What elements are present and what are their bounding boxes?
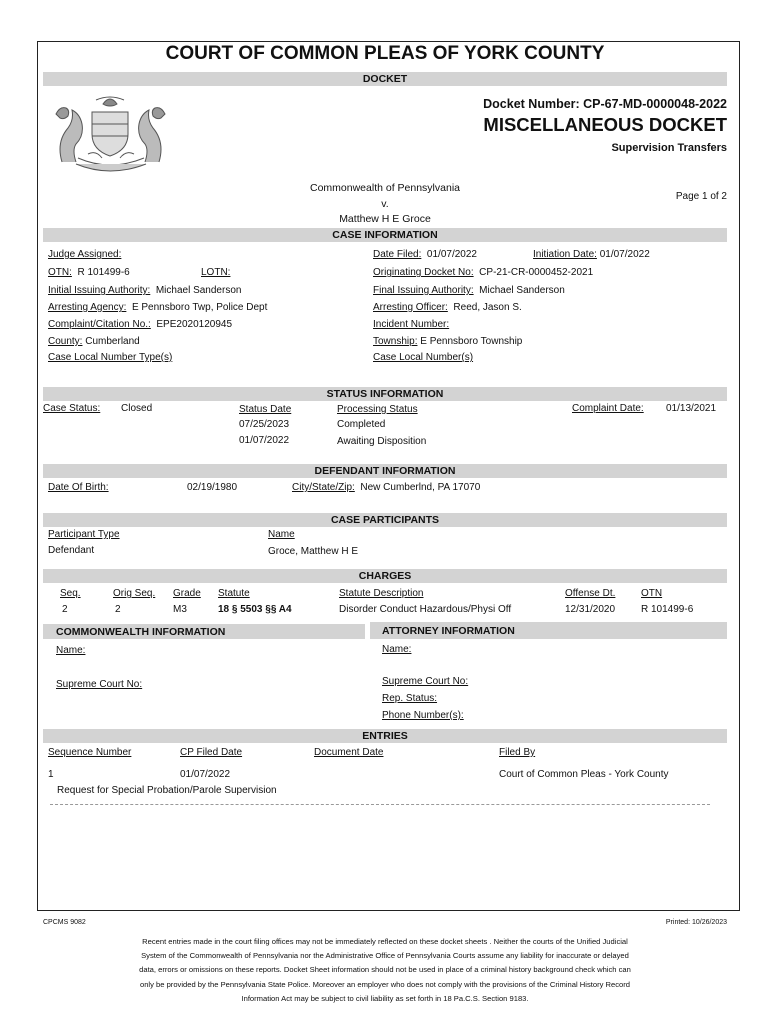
page-number: Page 1 of 2 (675, 191, 727, 202)
final-authority-value: Michael Sanderson (479, 285, 565, 296)
entry-divider (50, 804, 710, 805)
orig-docket-value: CP-21-CR-0000452-2021 (479, 267, 594, 278)
arresting-agency-label: Arresting Agency: (48, 302, 127, 313)
otn-label: OTN: (48, 267, 72, 278)
complaint-date-label: Complaint Date: (572, 403, 644, 414)
local-type-label: Case Local Number Type(s) (48, 352, 173, 363)
charges-header-description: Statute Description (339, 588, 424, 599)
county-row (48, 336, 140, 347)
form-id: CPCMS 9082 (43, 919, 86, 926)
date-filed-value: 01/07/2022 (426, 249, 477, 260)
participant-type-value: Defendant (48, 545, 95, 556)
date-filed-row (373, 249, 477, 260)
status-row-1-date: 07/25/2023 (239, 419, 290, 430)
attorney-supreme-label: Supreme Court No: (382, 676, 469, 687)
status-date-label: Status Date (239, 404, 292, 415)
charges-header-seq: Seq. (60, 588, 81, 599)
entries-header-cp-filed: CP Filed Date (180, 747, 243, 758)
charges-bar: CHARGES (43, 569, 727, 583)
case-status-label: Case Status: (43, 403, 101, 414)
city-row (292, 482, 480, 493)
attorney-heading: ATTORNEY INFORMATION (382, 625, 515, 637)
date-filed-label: Date Filed: (373, 249, 422, 260)
charge-otn: R 101499-6 (641, 604, 694, 615)
arresting-officer-value: Reed, Jason S. (453, 302, 522, 313)
charges-header-orig-seq: Orig Seq. (113, 588, 156, 599)
pennsylvania-coat-of-arms-icon (48, 92, 173, 174)
charges-header-statute: Statute (218, 588, 250, 599)
commonwealth-supreme-label: Supreme Court No: (56, 679, 143, 690)
initial-authority-value: Michael Sanderson (155, 285, 242, 296)
county-label: County: (48, 336, 83, 347)
otn-row (48, 267, 130, 278)
arresting-agency-value: E Pennsboro Twp, Police Dept (131, 302, 268, 313)
attorney-information-bar (370, 622, 727, 639)
participant-name-label: Name (268, 529, 295, 540)
docket-number: Docket Number: CP-67-MD-0000048-2022 (483, 97, 727, 111)
city-value: New Cumberlnd, PA 17070 (360, 482, 481, 493)
processing-status-label: Processing Status (337, 404, 418, 415)
case-status-value: Closed (121, 403, 153, 414)
caption-plaintiff: Commonwealth of Pennsylvania (310, 182, 460, 194)
township-label: Township: (373, 336, 418, 347)
charges-header-offense-date: Offense Dt. (565, 588, 616, 599)
status-row-1-status: Completed (337, 419, 386, 430)
orig-docket-row (373, 267, 593, 278)
docket-type: MISCELLANEOUS DOCKET (483, 114, 727, 135)
charge-statute: 18 § 5503 §§ A4 (218, 604, 292, 615)
attorney-phone-label: Phone Number(s): (382, 710, 464, 721)
disclaimer-line: only be provided by the Pennsylvania State Police. Moreover an employer who does not comply with the provisions of the Criminal History Record (139, 979, 631, 989)
local-number-label: Case Local Number(s) (373, 352, 474, 363)
county-value: Cumberland (85, 336, 140, 347)
disclaimer-line: Recent entries made in the court filing offices may not be immediately reflected on these docket sheets . Neither the courts of the Unified Judicial (142, 937, 628, 946)
initial-authority-label: Initial Issuing Authority: (48, 285, 151, 296)
charge-grade: M3 (173, 604, 187, 615)
status-row-2-date: 01/07/2022 (239, 435, 290, 446)
complaint-date-value: 01/13/2021 (666, 403, 717, 414)
status-row-2-status: Awaiting Disposition (337, 436, 427, 447)
commonwealth-heading: COMMONWEALTH INFORMATION (56, 626, 226, 638)
disclaimer-line: System of the Commonwealth of Pennsylvania nor the Administrative Office of Pennsylvania Courts assume any liability for inaccurate or delayed (141, 951, 629, 961)
case-participants-bar: CASE PARTICIPANTS (43, 513, 727, 527)
dob-label: Date Of Birth: (48, 482, 109, 493)
commonwealth-information-bar (43, 624, 365, 639)
charges-header-grade: Grade (173, 588, 201, 599)
participant-name-value: Groce, Matthew H E (268, 546, 359, 557)
judge-label: Judge Assigned: (48, 249, 122, 260)
city-label: City/State/Zip: (292, 482, 355, 493)
entries-header-sequence: Sequence Number (48, 747, 132, 758)
entry-filed-date: 01/07/2022 (180, 769, 231, 780)
caption-versus: v. (381, 198, 389, 210)
charges-header-otn: OTN (641, 588, 663, 599)
entry-description: Request for Special Probation/Parole Supervision (57, 785, 277, 796)
docket-subtype: Supervision Transfers (611, 142, 727, 154)
charge-offense-date: 12/31/2020 (565, 604, 616, 615)
complaint-row (48, 319, 232, 330)
arresting-officer-label: Arresting Officer: (373, 302, 448, 313)
case-information-bar: CASE INFORMATION (43, 228, 727, 242)
printed-date: Printed: 10/26/2023 (665, 919, 727, 926)
disclaimer-line: Information Act may be subject to civil liability as set forth in 18 Pa.C.S. Section 9183. (241, 993, 529, 1003)
participant-type-label: Participant Type (48, 529, 120, 540)
township-value: E Pennsboro Township (420, 336, 523, 347)
defendant-information-bar: DEFENDANT INFORMATION (43, 464, 727, 478)
disclaimer-line: data, errors or omissions on these reports. Docket Sheet information should not be used in place of a criminal history background check which can (139, 965, 631, 975)
initiation-row (533, 249, 650, 260)
entries-header-document-date: Document Date (314, 747, 384, 758)
commonwealth-name-label: Name: (56, 645, 86, 656)
charge-seq: 2 (62, 604, 68, 615)
caption-defendant: Matthew H E Groce (339, 213, 431, 225)
incident-label: Incident Number: (373, 319, 450, 330)
entry-filed-by: Court of Common Pleas - York County (499, 769, 669, 780)
court-title: COURT OF COMMON PLEAS OF YORK COUNTY (165, 43, 605, 64)
initiation-label: Initiation Date: (533, 249, 597, 260)
lotn-label: LOTN: (201, 267, 231, 278)
final-authority-label: Final Issuing Authority: (373, 285, 474, 296)
arresting-officer-row (373, 302, 522, 313)
complaint-label: Complaint/Citation No.: (48, 319, 151, 330)
status-information-bar: STATUS INFORMATION (43, 387, 727, 401)
complaint-value: EPE2020120945 (156, 319, 233, 330)
township-row (373, 336, 522, 347)
initiation-value: 01/07/2022 (599, 249, 650, 260)
docket-bar: DOCKET (43, 72, 727, 86)
entries-bar: ENTRIES (43, 729, 727, 743)
otn-value: R 101499-6 (77, 267, 130, 278)
disclaimer (80, 935, 690, 1006)
initial-authority-row (48, 285, 241, 296)
entries-header-filed-by: Filed By (499, 747, 536, 758)
arresting-agency-row (48, 302, 267, 313)
dob-value: 02/19/1980 (187, 482, 238, 493)
entry-seq: 1 (48, 769, 54, 780)
charge-description: Disorder Conduct Hazardous/Physi Off (339, 604, 512, 615)
attorney-name-label: Name: (382, 644, 412, 655)
charge-orig-seq: 2 (115, 604, 121, 615)
attorney-rep-status-label: Rep. Status: (382, 693, 438, 704)
final-authority-row (373, 285, 565, 296)
orig-docket-label: Originating Docket No: (373, 267, 474, 278)
